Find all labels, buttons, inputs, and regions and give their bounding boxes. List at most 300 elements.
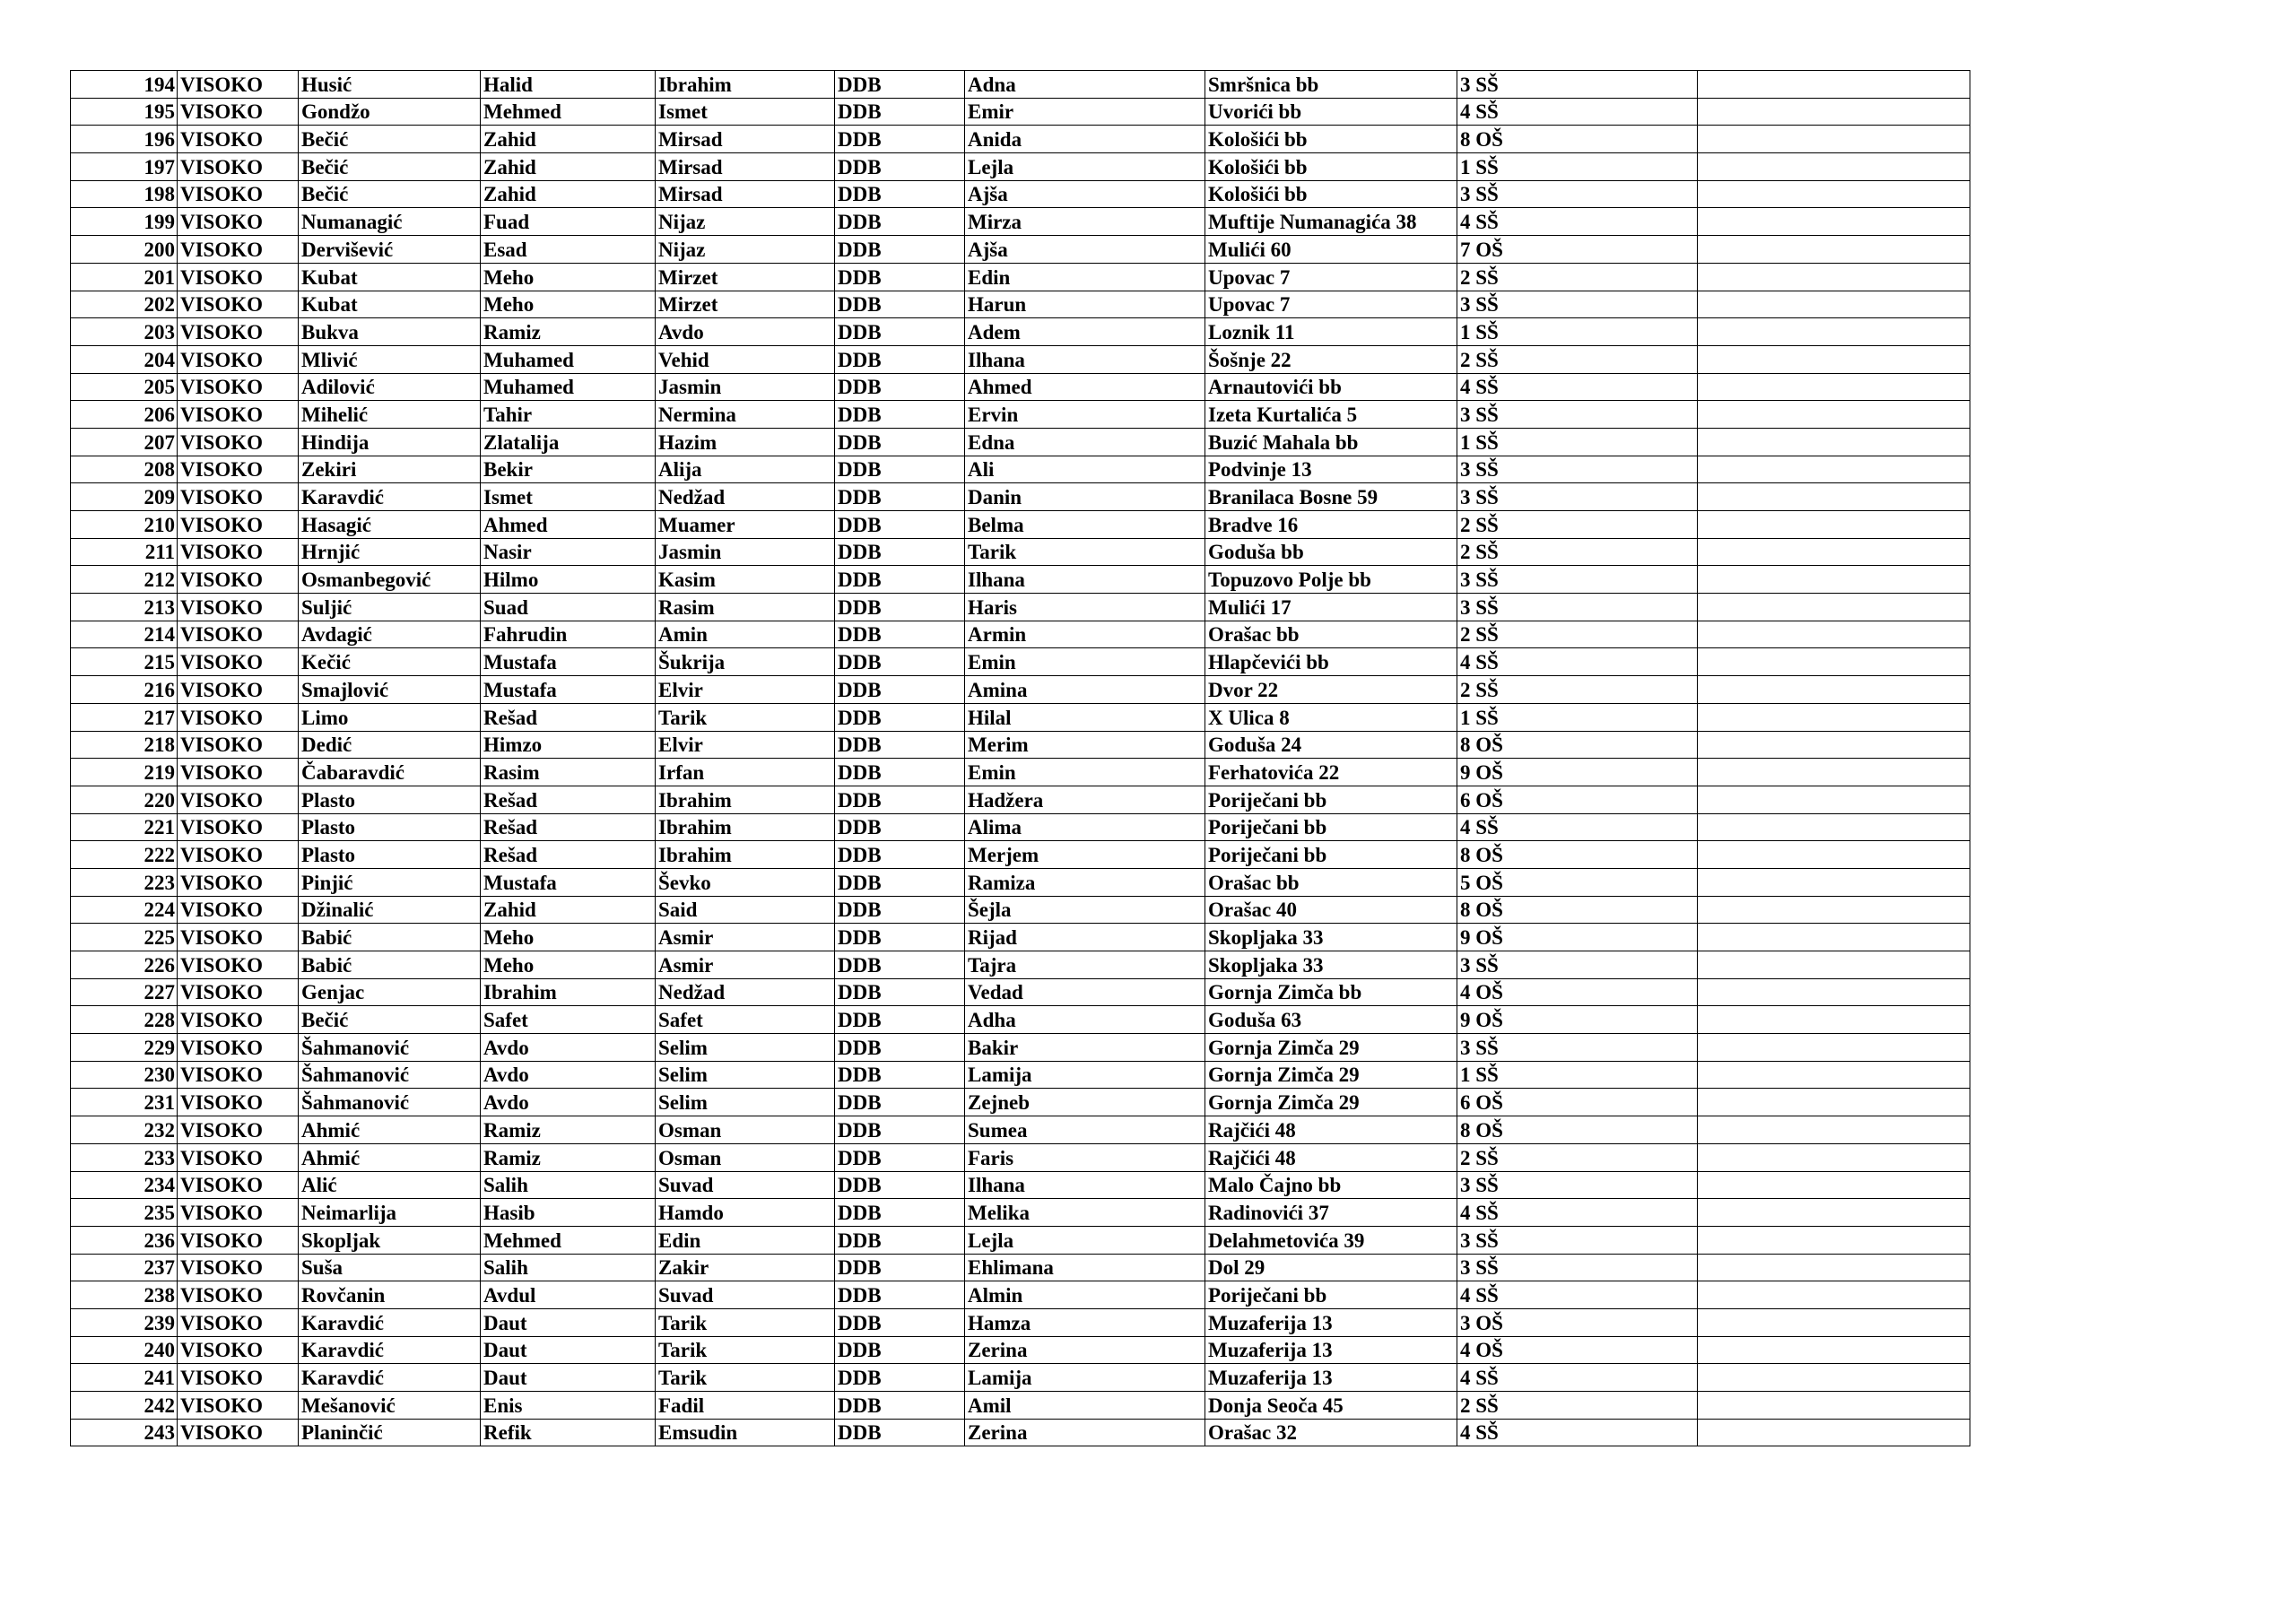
table-row [71,291,1970,318]
school-grade-cell: 8 OŠ [1457,731,1698,759]
parent-name-cell: Nasir [481,538,656,566]
first-name-cell: Belma [965,511,1205,539]
municipality-cell: VISOKO [178,813,299,841]
school-grade-cell: 9 OŠ [1457,924,1698,951]
table-row [71,345,1970,373]
parent-second-name-cell: Nedžad [656,483,835,511]
category-cell: DDB [835,841,965,869]
parent-second-name-cell: Selim [656,1089,835,1116]
category-cell: DDB [835,291,965,318]
parent-name-cell: Hasib [481,1199,656,1227]
school-grade-cell: 4 SŠ [1457,1281,1698,1309]
category-cell: DDB [835,1226,965,1254]
table-row [71,676,1970,704]
address-cell: Skopljaka 33 [1205,924,1457,951]
last-name-cell: Limo [299,703,481,731]
municipality-cell: VISOKO [178,1199,299,1227]
table-row [71,621,1970,648]
last-name-cell: Hasagić [299,511,481,539]
last-name-cell: Bečić [299,1006,481,1034]
school-grade-cell: 9 OŠ [1457,1006,1698,1034]
row-number-cell: 212 [71,566,178,594]
table-row [71,511,1970,539]
last-name-cell: Smajlović [299,676,481,704]
row-number-cell: 214 [71,621,178,648]
parent-second-name-cell: Ševko [656,868,835,896]
first-name-cell: Ilhana [965,1171,1205,1199]
row-number-cell: 228 [71,1006,178,1034]
first-name-cell: Merjem [965,841,1205,869]
last-name-cell: Adilović [299,373,481,401]
first-name-cell: Vedad [965,978,1205,1006]
municipality-cell: VISOKO [178,401,299,429]
table-row [71,483,1970,511]
first-name-cell: Amil [965,1392,1205,1420]
notes-cell [1698,1392,1970,1420]
municipality-cell: VISOKO [178,428,299,456]
parent-second-name-cell: Suvad [656,1171,835,1199]
parent-name-cell: Ismet [481,483,656,511]
school-grade-cell: 3 SŠ [1457,1034,1698,1062]
first-name-cell: Lamija [965,1364,1205,1392]
table-row [71,401,1970,429]
address-cell: Dol 29 [1205,1254,1457,1281]
parent-name-cell: Mustafa [481,648,656,676]
notes-cell [1698,236,1970,264]
row-number-cell: 232 [71,1116,178,1144]
parent-name-cell: Zahid [481,126,656,153]
municipality-cell: VISOKO [178,786,299,813]
parent-name-cell: Avdo [481,1034,656,1062]
table-row [71,1061,1970,1089]
municipality-cell: VISOKO [178,1419,299,1446]
table-row [71,1254,1970,1281]
category-cell: DDB [835,1061,965,1089]
parent-name-cell: Tahir [481,401,656,429]
parent-second-name-cell: Ibrahim [656,841,835,869]
school-grade-cell: 4 SŠ [1457,813,1698,841]
table-row [71,180,1970,208]
row-number-cell: 227 [71,978,178,1006]
first-name-cell: Hilal [965,703,1205,731]
address-cell: Loznik 11 [1205,318,1457,346]
first-name-cell: Ilhana [965,566,1205,594]
address-cell: Muzaferija 13 [1205,1308,1457,1336]
parent-second-name-cell: Tarik [656,1364,835,1392]
notes-cell [1698,345,1970,373]
last-name-cell: Bečić [299,153,481,181]
parent-second-name-cell: Hamdo [656,1199,835,1227]
notes-cell [1698,978,1970,1006]
municipality-cell: VISOKO [178,180,299,208]
school-grade-cell: 1 SŠ [1457,1061,1698,1089]
first-name-cell: Faris [965,1143,1205,1171]
table-row [71,978,1970,1006]
parent-name-cell: Mustafa [481,868,656,896]
table-row [71,1364,1970,1392]
parent-second-name-cell: Tarik [656,703,835,731]
parent-name-cell: Zahid [481,180,656,208]
table-row [71,759,1970,786]
last-name-cell: Pinjić [299,868,481,896]
row-number-cell: 204 [71,345,178,373]
last-name-cell: Karavdić [299,483,481,511]
first-name-cell: Lejla [965,1226,1205,1254]
table-row [71,731,1970,759]
address-cell: Orašac 32 [1205,1419,1457,1446]
parent-name-cell: Bekir [481,456,656,483]
category-cell: DDB [835,1006,965,1034]
school-grade-cell: 4 SŠ [1457,1419,1698,1446]
address-cell: Mulići 60 [1205,236,1457,264]
first-name-cell: Merim [965,731,1205,759]
row-number-cell: 206 [71,401,178,429]
table-row [71,896,1970,924]
school-grade-cell: 3 SŠ [1457,951,1698,979]
notes-cell [1698,428,1970,456]
address-cell: Bradve 16 [1205,511,1457,539]
municipality-cell: VISOKO [178,98,299,126]
address-cell: Upovac 7 [1205,263,1457,291]
address-cell: Branilaca Bosne 59 [1205,483,1457,511]
notes-cell [1698,566,1970,594]
table-row [71,428,1970,456]
row-number-cell: 221 [71,813,178,841]
last-name-cell: Dervišević [299,236,481,264]
municipality-cell: VISOKO [178,236,299,264]
notes-cell [1698,813,1970,841]
school-grade-cell: 4 SŠ [1457,98,1698,126]
first-name-cell: Adem [965,318,1205,346]
parent-second-name-cell: Jasmin [656,538,835,566]
parent-name-cell: Ramiz [481,1143,656,1171]
table-body [71,71,1970,1446]
school-grade-cell: 1 SŠ [1457,318,1698,346]
parent-second-name-cell: Kasim [656,566,835,594]
category-cell: DDB [835,483,965,511]
category-cell: DDB [835,621,965,648]
first-name-cell: Haris [965,594,1205,621]
notes-cell [1698,1226,1970,1254]
school-grade-cell: 2 SŠ [1457,263,1698,291]
last-name-cell: Planinčić [299,1419,481,1446]
municipality-cell: VISOKO [178,1308,299,1336]
category-cell: DDB [835,566,965,594]
notes-cell [1698,511,1970,539]
category-cell: DDB [835,951,965,979]
row-number-cell: 201 [71,263,178,291]
parent-name-cell: Avdo [481,1061,656,1089]
notes-cell [1698,1143,1970,1171]
row-number-cell: 225 [71,924,178,951]
last-name-cell: Kubat [299,291,481,318]
school-grade-cell: 2 SŠ [1457,1392,1698,1420]
address-cell: Rajčići 48 [1205,1143,1457,1171]
address-cell: Šošnje 22 [1205,345,1457,373]
municipality-cell: VISOKO [178,731,299,759]
last-name-cell: Karavdić [299,1336,481,1364]
first-name-cell: Danin [965,483,1205,511]
table-row [71,318,1970,346]
notes-cell [1698,1006,1970,1034]
last-name-cell: Čabaravdić [299,759,481,786]
row-number-cell: 235 [71,1199,178,1227]
parent-second-name-cell: Zakir [656,1254,835,1281]
category-cell: DDB [835,731,965,759]
parent-name-cell: Zlatalija [481,428,656,456]
category-cell: DDB [835,1116,965,1144]
address-cell: Kološići bb [1205,126,1457,153]
school-grade-cell: 2 SŠ [1457,1143,1698,1171]
school-grade-cell: 4 OŠ [1457,978,1698,1006]
row-number-cell: 222 [71,841,178,869]
parent-second-name-cell: Ismet [656,98,835,126]
parent-second-name-cell: Jasmin [656,373,835,401]
row-number-cell: 211 [71,538,178,566]
last-name-cell: Osmanbegović [299,566,481,594]
first-name-cell: Ali [965,456,1205,483]
municipality-cell: VISOKO [178,1226,299,1254]
row-number-cell: 239 [71,1308,178,1336]
category-cell: DDB [835,1171,965,1199]
notes-cell [1698,594,1970,621]
parent-second-name-cell: Vehid [656,345,835,373]
last-name-cell: Šahmanović [299,1089,481,1116]
municipality-cell: VISOKO [178,1089,299,1116]
table-row [71,1199,1970,1227]
row-number-cell: 226 [71,951,178,979]
first-name-cell: Lejla [965,153,1205,181]
municipality-cell: VISOKO [178,1006,299,1034]
address-cell: Poriječani bb [1205,841,1457,869]
school-grade-cell: 1 SŠ [1457,703,1698,731]
first-name-cell: Ajša [965,180,1205,208]
category-cell: DDB [835,98,965,126]
last-name-cell: Karavdić [299,1364,481,1392]
address-cell: X Ulica 8 [1205,703,1457,731]
municipality-cell: VISOKO [178,896,299,924]
last-name-cell: Suša [299,1254,481,1281]
parent-name-cell: Salih [481,1254,656,1281]
last-name-cell: Šahmanović [299,1034,481,1062]
category-cell: DDB [835,1199,965,1227]
row-number-cell: 220 [71,786,178,813]
parent-second-name-cell: Ibrahim [656,71,835,99]
municipality-cell: VISOKO [178,538,299,566]
parent-second-name-cell: Elvir [656,676,835,704]
parent-second-name-cell: Suvad [656,1281,835,1309]
first-name-cell: Ervin [965,401,1205,429]
parent-name-cell: Mehmed [481,98,656,126]
first-name-cell: Sumea [965,1116,1205,1144]
school-grade-cell: 2 SŠ [1457,345,1698,373]
first-name-cell: Hadžera [965,786,1205,813]
parent-second-name-cell: Muamer [656,511,835,539]
category-cell: DDB [835,868,965,896]
municipality-cell: VISOKO [178,703,299,731]
school-grade-cell: 6 OŠ [1457,1089,1698,1116]
parent-name-cell: Ramiz [481,1116,656,1144]
address-cell: Poriječani bb [1205,1281,1457,1309]
parent-name-cell: Esad [481,236,656,264]
row-number-cell: 195 [71,98,178,126]
last-name-cell: Neimarlija [299,1199,481,1227]
address-cell: Delahmetovića 39 [1205,1226,1457,1254]
municipality-cell: VISOKO [178,621,299,648]
category-cell: DDB [835,1419,965,1446]
table-row [71,153,1970,181]
parent-name-cell: Enis [481,1392,656,1420]
address-cell: Muzaferija 13 [1205,1336,1457,1364]
parent-second-name-cell: Emsudin [656,1419,835,1446]
last-name-cell: Zekiri [299,456,481,483]
category-cell: DDB [835,345,965,373]
row-number-cell: 194 [71,71,178,99]
parent-name-cell: Rešad [481,786,656,813]
parent-name-cell: Mustafa [481,676,656,704]
first-name-cell: Mirza [965,208,1205,236]
first-name-cell: Rijad [965,924,1205,951]
parent-name-cell: Rešad [481,703,656,731]
notes-cell [1698,759,1970,786]
last-name-cell: Genjac [299,978,481,1006]
category-cell: DDB [835,703,965,731]
notes-cell [1698,1034,1970,1062]
school-grade-cell: 4 SŠ [1457,373,1698,401]
last-name-cell: Plasto [299,786,481,813]
school-grade-cell: 9 OŠ [1457,759,1698,786]
address-cell: Goduša 24 [1205,731,1457,759]
table-row [71,566,1970,594]
municipality-cell: VISOKO [178,924,299,951]
row-number-cell: 200 [71,236,178,264]
school-grade-cell: 3 SŠ [1457,291,1698,318]
parent-second-name-cell: Mirzet [656,291,835,318]
table-row [71,456,1970,483]
municipality-cell: VISOKO [178,759,299,786]
address-cell: Topuzovo Polje bb [1205,566,1457,594]
municipality-cell: VISOKO [178,648,299,676]
address-cell: Orašac bb [1205,868,1457,896]
last-name-cell: Mešanović [299,1392,481,1420]
last-name-cell: Gondžo [299,98,481,126]
last-name-cell: Rovčanin [299,1281,481,1309]
first-name-cell: Adna [965,71,1205,99]
parent-second-name-cell: Rasim [656,594,835,621]
notes-cell [1698,71,1970,99]
municipality-cell: VISOKO [178,318,299,346]
parent-name-cell: Himzo [481,731,656,759]
address-cell: Gornja Zimča bb [1205,978,1457,1006]
last-name-cell: Džinalić [299,896,481,924]
table-row [71,1034,1970,1062]
row-number-cell: 233 [71,1143,178,1171]
school-grade-cell: 8 OŠ [1457,126,1698,153]
municipality-cell: VISOKO [178,373,299,401]
last-name-cell: Dedić [299,731,481,759]
address-cell: Gornja Zimča 29 [1205,1061,1457,1089]
address-cell: Arnautovići bb [1205,373,1457,401]
table-row [71,538,1970,566]
notes-cell [1698,648,1970,676]
notes-cell [1698,676,1970,704]
last-name-cell: Mlivić [299,345,481,373]
row-number-cell: 224 [71,896,178,924]
parent-second-name-cell: Osman [656,1143,835,1171]
notes-cell [1698,456,1970,483]
category-cell: DDB [835,1254,965,1281]
notes-cell [1698,318,1970,346]
row-number-cell: 223 [71,868,178,896]
school-grade-cell: 8 OŠ [1457,896,1698,924]
notes-cell [1698,1171,1970,1199]
municipality-cell: VISOKO [178,1281,299,1309]
last-name-cell: Numanagić [299,208,481,236]
last-name-cell: Mihelić [299,401,481,429]
municipality-cell: VISOKO [178,71,299,99]
parent-second-name-cell: Nijaz [656,236,835,264]
address-cell: Muzaferija 13 [1205,1364,1457,1392]
notes-cell [1698,1089,1970,1116]
parent-name-cell: Fuad [481,208,656,236]
parent-name-cell: Suad [481,594,656,621]
first-name-cell: Lamija [965,1061,1205,1089]
first-name-cell: Edna [965,428,1205,456]
row-number-cell: 199 [71,208,178,236]
last-name-cell: Babić [299,951,481,979]
municipality-cell: VISOKO [178,345,299,373]
school-grade-cell: 5 OŠ [1457,868,1698,896]
parent-name-cell: Zahid [481,896,656,924]
first-name-cell: Tarik [965,538,1205,566]
table-row [71,1143,1970,1171]
category-cell: DDB [835,208,965,236]
parent-name-cell: Avdul [481,1281,656,1309]
last-name-cell: Ahmić [299,1143,481,1171]
first-name-cell: Ahmed [965,373,1205,401]
first-name-cell: Hamza [965,1308,1205,1336]
row-number-cell: 215 [71,648,178,676]
notes-cell [1698,126,1970,153]
last-name-cell: Avdagić [299,621,481,648]
parent-second-name-cell: Osman [656,1116,835,1144]
notes-cell [1698,1281,1970,1309]
first-name-cell: Ehlimana [965,1254,1205,1281]
municipality-cell: VISOKO [178,676,299,704]
municipality-cell: VISOKO [178,978,299,1006]
row-number-cell: 243 [71,1419,178,1446]
address-cell: Gornja Zimča 29 [1205,1089,1457,1116]
parent-name-cell: Daut [481,1308,656,1336]
table-row [71,841,1970,869]
parent-name-cell: Hilmo [481,566,656,594]
municipality-cell: VISOKO [178,1364,299,1392]
parent-second-name-cell: Nermina [656,401,835,429]
category-cell: DDB [835,71,965,99]
row-number-cell: 202 [71,291,178,318]
table-row [71,703,1970,731]
address-cell: Upovac 7 [1205,291,1457,318]
notes-cell [1698,208,1970,236]
row-number-cell: 197 [71,153,178,181]
parent-name-cell: Rasim [481,759,656,786]
table-row [71,648,1970,676]
address-cell: Skopljaka 33 [1205,951,1457,979]
notes-cell [1698,401,1970,429]
first-name-cell: Ramiza [965,868,1205,896]
category-cell: DDB [835,401,965,429]
table-row [71,263,1970,291]
